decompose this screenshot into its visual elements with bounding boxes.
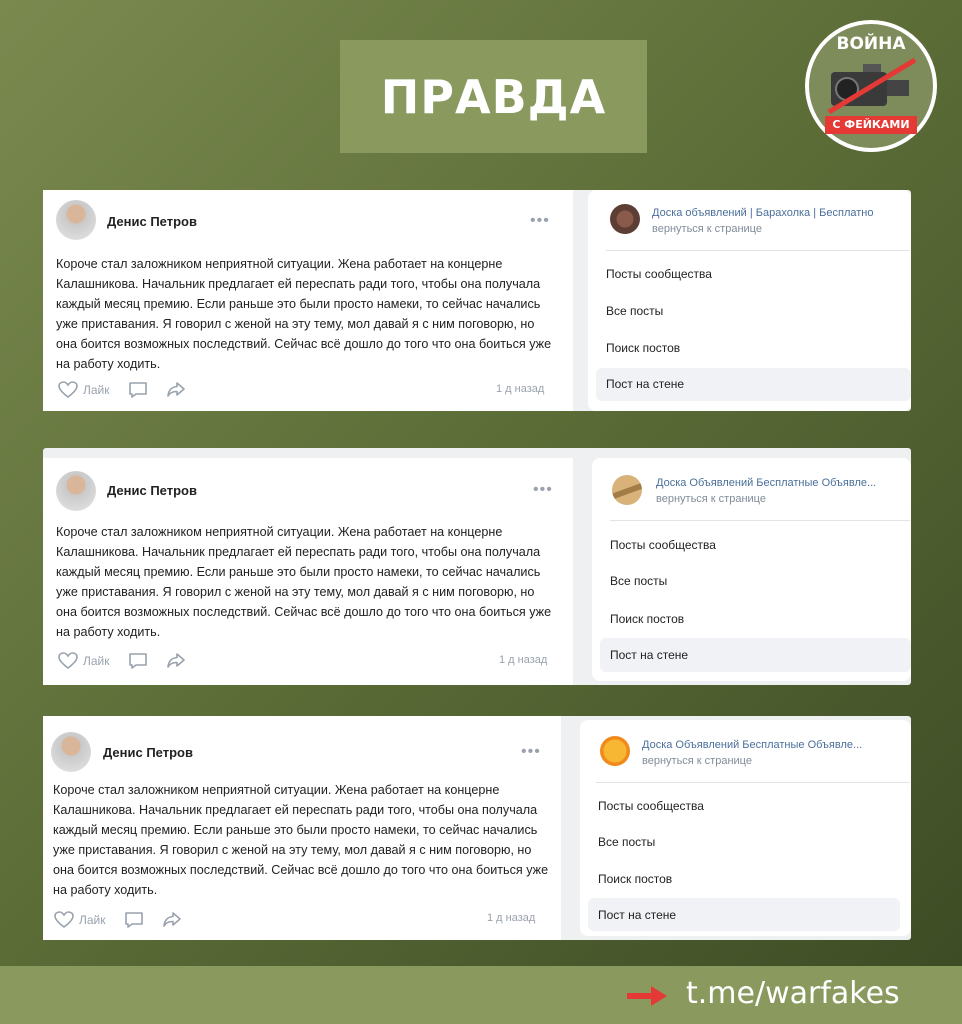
menu-search-posts[interactable]: Поиск постов — [610, 612, 685, 626]
arrow-right-icon — [627, 986, 667, 1006]
page-title: ПРАВДА — [380, 69, 607, 124]
menu-community-posts[interactable]: Посты сообщества — [610, 538, 716, 552]
avatar[interactable] — [56, 200, 96, 240]
telegram-link[interactable]: t.me/warfakes — [686, 976, 900, 1011]
divider — [596, 782, 910, 783]
community-avatar[interactable] — [612, 475, 642, 505]
community-sidebar — [580, 720, 911, 936]
logo-bottom-text: С ФЕЙКАМИ — [825, 116, 917, 134]
post-author[interactable]: Денис Петров — [107, 483, 197, 498]
post-text: Короче стал заложником неприятной ситуации. Жена работает на концерне Калашникова. Начальник предлагает ей переспать ради того, чтобы она получала каждый месяц премию. Если раньше это были просто намеки, то сейчас начались уже приставания. Я говорил с женой на эту тему, мол давай я с ним поговорю, но она боится возможных последствий. Сейчас всё дошло до того что она боиться уже на работу ходить. — [56, 525, 552, 639]
avatar[interactable] — [51, 732, 91, 772]
menu-wall-post[interactable]: Пост на стене — [606, 377, 685, 391]
like-label: Лайк — [83, 654, 110, 668]
community-name[interactable]: Доска Объявлений Бесплатные Объявле... — [642, 739, 863, 751]
share-icon[interactable] — [162, 911, 182, 929]
page-title-banner — [340, 40, 647, 153]
comment-icon[interactable] — [128, 381, 148, 399]
community-name[interactable]: Доска Объявлений Бесплатные Объявле... — [656, 477, 877, 489]
post-actions — [54, 911, 182, 929]
post-timestamp[interactable]: 1 д назад — [487, 912, 536, 924]
post-timestamp[interactable]: 1 д назад — [499, 654, 548, 666]
footer-bar — [0, 966, 962, 1024]
menu-all-posts[interactable]: Все посты — [598, 835, 656, 849]
post-author[interactable]: Денис Петров — [103, 745, 193, 760]
like-button[interactable] — [58, 652, 110, 670]
post-text: Короче стал заложником неприятной ситуации. Жена работает на концерне Калашникова. Начальник предлагает ей переспать ради того, чтобы она получала каждый месяц премию. Если раньше это были просто намеки, то сейчас начались уже приставания. Я говорил с женой на эту тему, мол давай я с ним поговорю, но она боится возможных последствий. Сейчас всё дошло до того что она боиться уже на работу ходить. — [56, 257, 552, 371]
post-timestamp[interactable]: 1 д назад — [496, 383, 545, 395]
community-sidebar — [592, 458, 911, 681]
divider — [606, 250, 910, 251]
post-card — [43, 458, 573, 685]
heart-icon — [54, 911, 74, 929]
post-author[interactable]: Денис Петров — [107, 214, 197, 229]
menu-all-posts[interactable]: Все посты — [610, 574, 668, 588]
like-button[interactable] — [58, 381, 110, 399]
more-options-icon[interactable]: ••• — [530, 212, 550, 229]
post-actions — [58, 381, 186, 399]
menu-wall-post[interactable]: Пост на стене — [610, 648, 689, 662]
menu-all-posts[interactable]: Все посты — [606, 304, 664, 318]
comment-icon[interactable] — [124, 911, 144, 929]
camera-icon — [823, 56, 919, 116]
community-avatar[interactable] — [600, 736, 630, 766]
comment-icon[interactable] — [128, 652, 148, 670]
menu-search-posts[interactable]: Поиск постов — [606, 341, 681, 355]
post-card — [43, 190, 573, 411]
heart-icon — [58, 652, 78, 670]
back-to-page-link[interactable]: вернуться к странице — [652, 223, 762, 235]
back-to-page-link[interactable]: вернуться к странице — [656, 493, 766, 505]
logo-top-text: ВОЙНА — [836, 34, 906, 54]
menu-wall-post[interactable]: Пост на стене — [598, 908, 677, 922]
post-card — [43, 716, 561, 940]
community-avatar[interactable] — [610, 204, 640, 234]
war-on-fakes-logo — [805, 20, 937, 152]
more-options-icon[interactable]: ••• — [521, 743, 541, 760]
menu-community-posts[interactable]: Посты сообщества — [606, 267, 712, 281]
share-icon[interactable] — [166, 381, 186, 399]
community-sidebar — [588, 190, 911, 411]
menu-search-posts[interactable]: Поиск постов — [598, 872, 673, 886]
divider — [610, 520, 910, 521]
like-button[interactable] — [54, 911, 106, 929]
like-label: Лайк — [79, 913, 106, 927]
post-actions — [58, 652, 186, 670]
post-text: Короче стал заложником неприятной ситуации. Жена работает на концерне Калашникова. Начальник предлагает ей переспать ради того, чтобы она получала каждый месяц премию. Если раньше это были просто намеки, то сейчас начались уже приставания. Я говорил с женой на эту тему, мол давай я с ним поговорю, но она боится возможных последствий. Сейчас всё дошло до того что она боиться уже на работу ходить. — [53, 783, 549, 897]
avatar[interactable] — [56, 471, 96, 511]
menu-community-posts[interactable]: Посты сообщества — [598, 799, 704, 813]
back-to-page-link[interactable]: вернуться к странице — [642, 755, 752, 767]
share-icon[interactable] — [166, 652, 186, 670]
like-label: Лайк — [83, 383, 110, 397]
community-name[interactable]: Доска объявлений | Барахолка | Бесплатно — [652, 207, 874, 219]
more-options-icon[interactable]: ••• — [533, 481, 553, 498]
heart-icon — [58, 381, 78, 399]
